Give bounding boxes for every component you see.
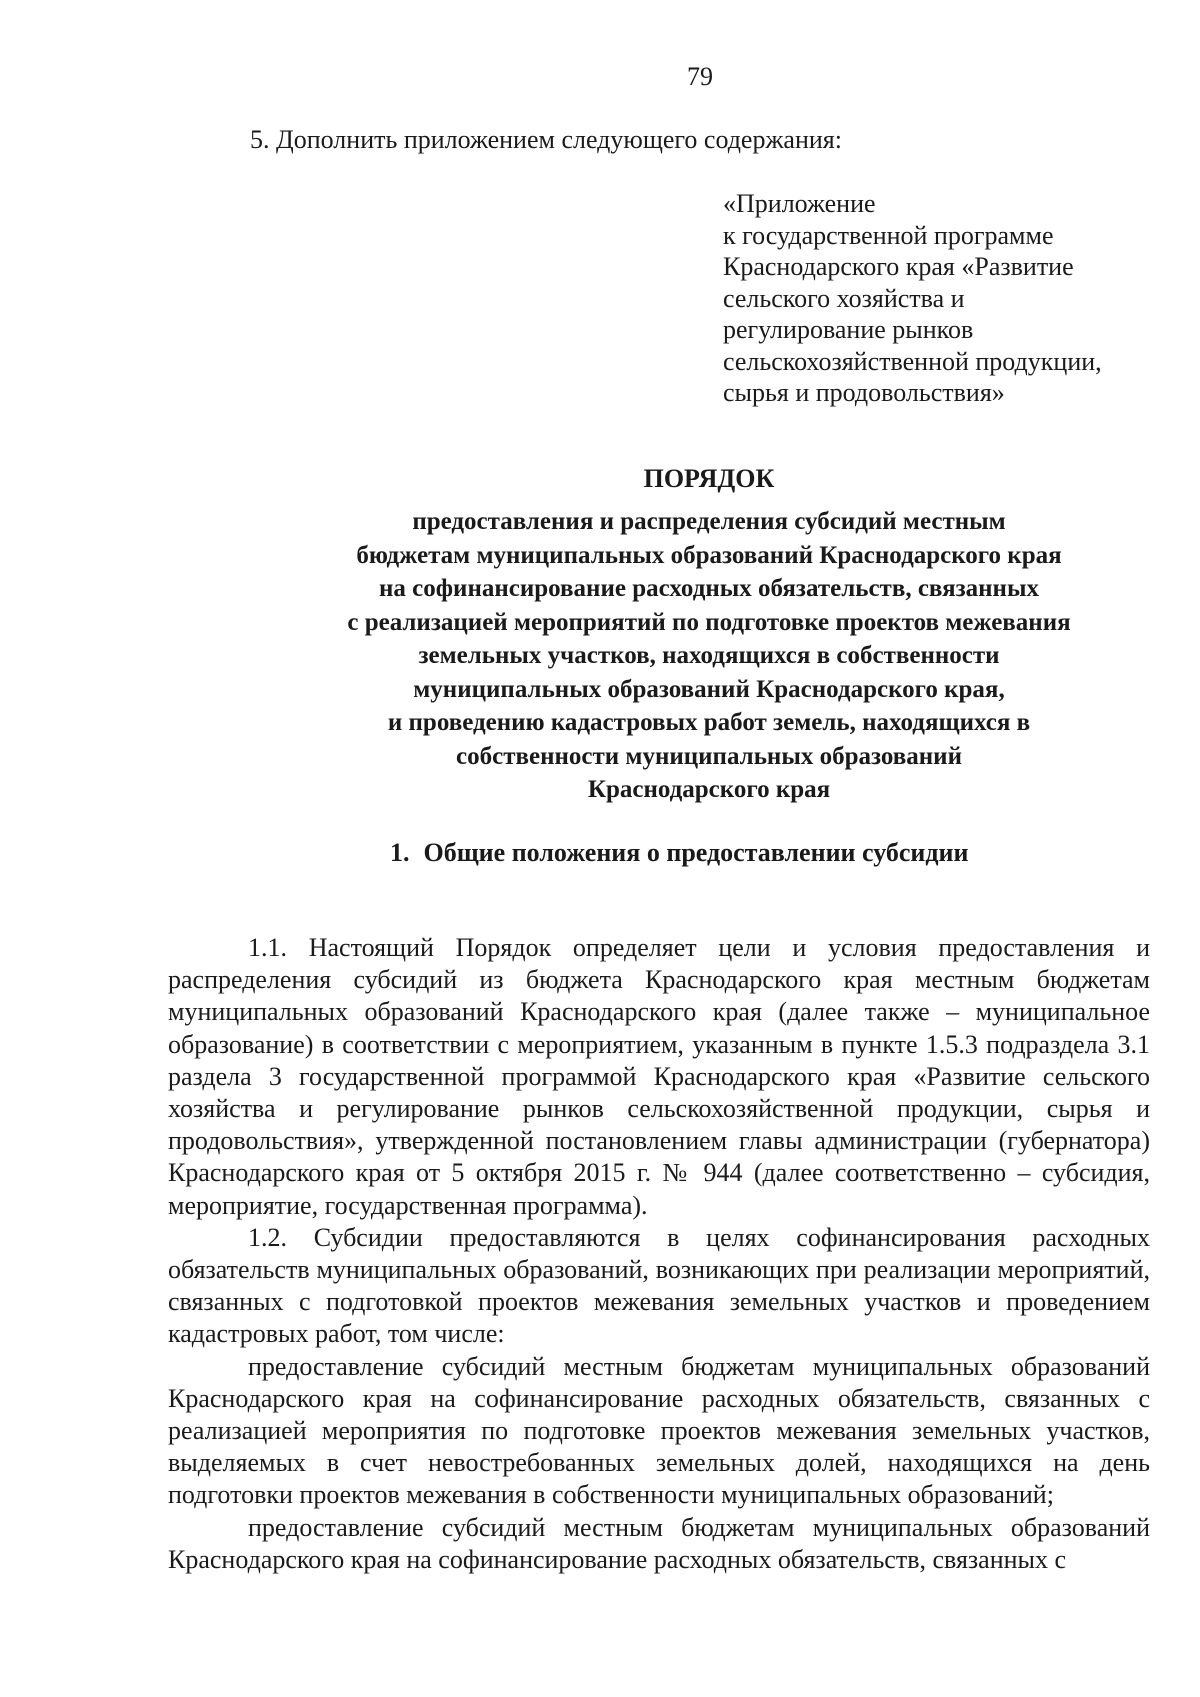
page-number: 79 xyxy=(687,62,713,91)
section-title: Общие положения о предоставлении субсидии xyxy=(423,838,969,867)
appendix-line: сельского хозяйства и xyxy=(723,283,965,313)
paragraph: 1.1. Настоящий Порядок определяет цели и условия предоставления и распределения субсидий из бюджета Краснодарского края местным бюджетам муниципальных образований Краснодарского края (далее также – муниципальное образование) в соответствии с мероприятием, указанным в пункте 1.5.3 подраздела 3.1 раздела 3 государственной программой Краснодарского края «Развитие сельского хозяйства и регулирование рынков сельскохозяйственной продукции, сырья и продовольствия», утвержденной постановлением главы администрации (губернатора) Краснодарского края от 5 октября 2015 г. № 944 (далее соответственно – субсидия, мероприятие, государственная программа). xyxy=(168,933,1150,1220)
body-text xyxy=(168,932,1150,1576)
section-heading xyxy=(390,838,969,868)
paragraph: предоставление субсидий местным бюджетам муниципальных образований Краснодарского края на софинансирование расходных обязательств, связанных с реализацией мероприятия по подготовке проектов межевания земельных участков, выделяемых в счет невостребованных земельных долей, находящихся на день подготовки проектов межевания в собственности муниципальных образований; xyxy=(168,1351,1150,1510)
appendix-line: сырья и продовольствия» xyxy=(723,378,1005,407)
subtitle-line: с реализацией мероприятий по подготовке проектов межевания xyxy=(347,608,1071,636)
paragraph: предоставление субсидий местным бюджетам муниципальных образований Краснодарского края на софинансирование расходных обязательств, связанных с xyxy=(168,1512,1150,1574)
section-number: 1. xyxy=(390,838,410,867)
subtitle-line: Краснодарского края xyxy=(587,776,831,803)
document-title: ПОРЯДОК xyxy=(643,464,775,493)
appendix-line: «Приложение xyxy=(723,189,876,218)
paragraph: 1.2. Субсидии предоставляются в целях софинансирования расходных обязательств муниципальных образований, возникающих при реализации мероприятий, связанных с подготовкой проектов межевания земельных участков и проведением кадастровых работ, том числе: xyxy=(168,1222,1150,1349)
amendment-line: 5. Дополнить приложением следующего содержания: xyxy=(250,125,842,154)
subtitle-line: на софинансирование расходных обязательств, связанных xyxy=(379,575,1039,602)
document-subtitle xyxy=(0,505,1200,807)
subtitle-line: земельных участков, находящихся в собственности xyxy=(418,642,1000,669)
appendix-line: сельскохозяйственной продукции, xyxy=(723,346,1102,376)
appendix-line: к государственной программе xyxy=(723,220,1054,250)
appendix-line: регулирование рынков xyxy=(723,315,974,344)
subtitle-line: муниципальных образований Краснодарского края, xyxy=(413,675,1005,703)
subtitle-line: и проведению кадастровых работ земель, находящихся в xyxy=(387,709,1031,736)
appendix-header xyxy=(723,188,1102,409)
subtitle-line: предоставления и распределения субсидий местным xyxy=(412,508,1006,535)
subtitle-line: бюджетам муниципальных образований Краснодарского края xyxy=(356,541,1062,569)
appendix-line: Краснодарского края «Развитие xyxy=(723,252,1074,281)
subtitle-line: собственности муниципальных образований xyxy=(456,742,962,770)
